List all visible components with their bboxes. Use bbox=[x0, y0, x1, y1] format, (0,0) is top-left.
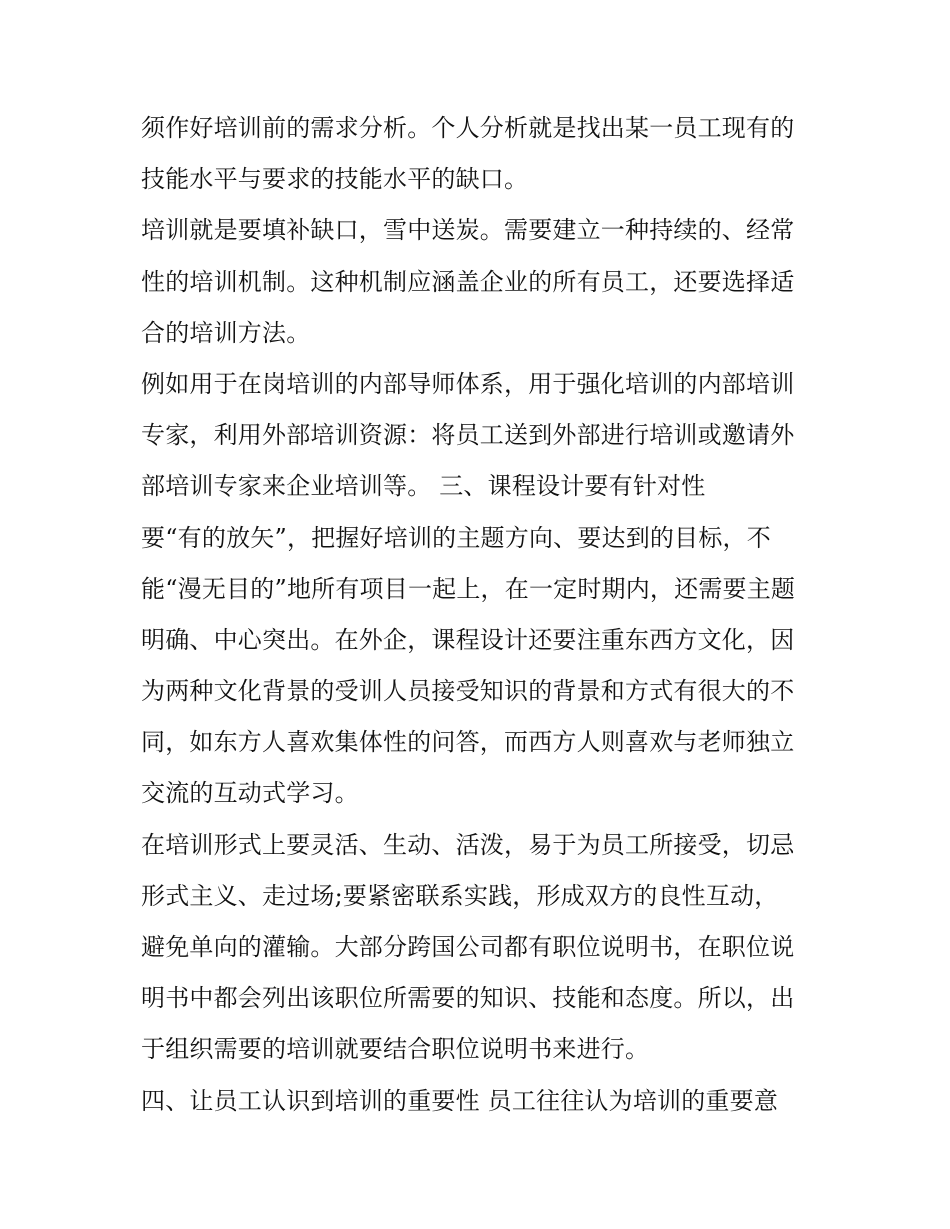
text-line: 要“有的放矢”，把握好培训的主题方向、要达到的目标，不 bbox=[141, 523, 771, 552]
document-body bbox=[141, 103, 821, 1127]
text-line: 部培训专家来企业培训等。 三、课程设计要有针对性 bbox=[141, 472, 706, 501]
text-line: 在培训形式上要灵活、生动、活泼，易于为员工所接受，切忌 bbox=[141, 830, 795, 859]
text-line: 培训就是要填补缺口，雪中送炭。需要建立一种持续的、经常 bbox=[141, 216, 795, 245]
text-line: 于组织需要的培训就要结合职位说明书来进行。 bbox=[141, 1035, 650, 1064]
text-line: 例如用于在岗培训的内部导师体系，用于强化培训的内部培训 bbox=[141, 369, 795, 398]
text-line: 避免单向的灌输。大部分跨国公司都有职位说明书，在职位说 bbox=[141, 933, 795, 961]
text-line: 能“漫无目的”地所有项目一起上，在一定时期内，还需要主题 bbox=[141, 574, 796, 603]
text-line: 形式主义、走过场;要紧密联系实践，形成双方的良性互动， bbox=[141, 881, 779, 910]
text-line: 四、让员工认识到培训的重要性 员工往往认为培训的重要意 bbox=[141, 1086, 779, 1115]
text-line: 明确、中心突出。在外企，课程设计还要注重东西方文化，因 bbox=[141, 625, 795, 654]
text-line: 为两种文化背景的受训人员接受知识的背景和方式有很大的不 bbox=[141, 677, 795, 706]
text-line: 合的培训方法。 bbox=[141, 318, 311, 347]
text-line: 技能水平与要求的技能水平的缺口。 bbox=[141, 165, 529, 194]
text-line: 交流的互动式学习。 bbox=[141, 779, 359, 808]
text-line: 须作好培训前的需求分析。个人分析就是找出某一员工现有的 bbox=[141, 114, 795, 142]
text-line: 同，如东方人喜欢集体性的问答，而西方人则喜欢与老师独立 bbox=[141, 728, 795, 757]
text-line: 专家，利用外部培训资源：将员工送到外部进行培训或邀请外 bbox=[141, 421, 795, 450]
text-line: 性的培训机制。这种机制应涵盖企业的所有员工，还要选择适 bbox=[141, 267, 795, 296]
text-line: 明书中都会列出该职位所需要的知识、技能和态度。所以，出 bbox=[141, 984, 795, 1013]
